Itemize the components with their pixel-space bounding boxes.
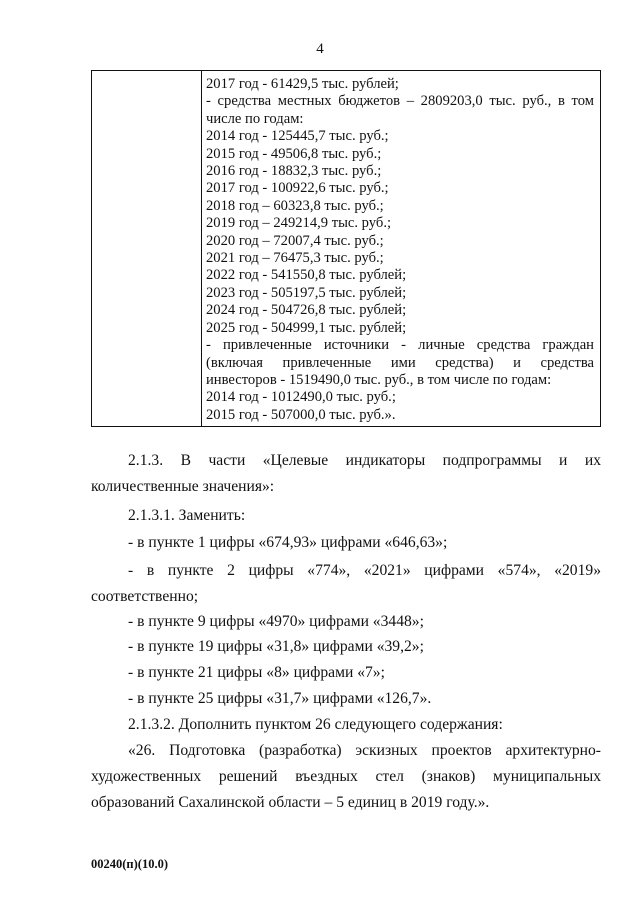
cell-line: 2017 год - 100922,6 тыс. руб.; <box>206 180 389 197</box>
funding-table <box>91 70 601 427</box>
cell-line: 2018 год – 60323,8 тыс. руб.; <box>206 197 384 214</box>
cell-line: 2023 год - 505197,5 тыс. рублей; <box>206 284 407 301</box>
paragraph-line: - в пункте 21 цифры «8» цифрами «7»; <box>128 664 385 681</box>
funding-table-right-cell <box>206 76 594 424</box>
paragraph-line: 2.1.3.1. Заменить: <box>128 507 246 524</box>
cell-line: 2024 год - 504726,8 тыс. рублей; <box>206 302 407 319</box>
paragraph-line: образований Сахалинской области – 5 единиц в 2019 году.». <box>91 794 490 811</box>
cell-line: 2020 год – 72007,4 тыс. руб.; <box>206 232 384 249</box>
cell-line: 2022 год - 541550,8 тыс. рублей; <box>206 267 407 284</box>
paragraph-line: - в пункте 9 цифры «4970» цифрами «3448»; <box>128 613 424 630</box>
paragraph-line: количественные значения»: <box>91 478 275 495</box>
paragraph-line: - в пункте 19 цифры «31,8» цифрами «39,2»; <box>128 638 424 655</box>
paragraph-line: 2.1.3.2. Дополнить пунктом 26 следующего содержания: <box>128 716 503 733</box>
cell-line: 2019 год – 249214,9 тыс. руб.; <box>206 215 392 232</box>
paragraph-line: художественных решений въездных стел (знаков) муниципальных <box>91 768 601 785</box>
paragraph-line: - в пункте 25 цифры «31,7» цифрами «126,7». <box>128 690 432 707</box>
cell-line: 2025 год - 504999,1 тыс. рублей; <box>206 319 407 336</box>
page-number: 4 <box>316 41 324 57</box>
paragraph-line: - в пункте 1 цифры «674,93» цифрами «646,63»; <box>128 534 448 551</box>
cell-line: 2021 год – 76475,3 тыс. руб.; <box>206 250 384 267</box>
paragraph-line: соответственно; <box>91 588 199 605</box>
paragraph-line: 2.1.3. В части «Целевые индикаторы подпрограммы и их <box>128 452 601 469</box>
document-code: 00240(п)(10.0) <box>91 857 168 871</box>
cell-line: 2014 год - 125445,7 тыс. руб.; <box>206 128 389 145</box>
cell-line: 2017 год - 61429,5 тыс. рублей; <box>206 76 399 92</box>
cell-line: числе по годам: <box>206 110 304 127</box>
cell-line: 2014 год - 1012490,0 тыс. руб.; <box>206 389 396 406</box>
paragraph-line: «26. Подготовка (разработка) эскизных проектов архитектурно- <box>128 742 601 759</box>
cell-line: 2015 год - 49506,8 тыс. руб.; <box>206 145 382 162</box>
table-column-divider <box>201 71 202 426</box>
cell-line: (включая привлеченные ими средства) и средства <box>206 354 594 371</box>
cell-line: 2016 год - 18832,3 тыс. руб.; <box>206 163 382 180</box>
cell-line: - привлеченные источники - личные средства граждан <box>206 337 594 354</box>
cell-line: инвесторов - 1519490,0 тыс. руб., в том числе по годам: <box>206 371 552 388</box>
cell-line: 2015 год - 507000,0 тыс. руб.». <box>206 406 396 423</box>
paragraph-line: - в пункте 2 цифры «774», «2021» цифрами «574», «2019» <box>128 562 601 579</box>
cell-line: - средства местных бюджетов – 2809203,0 тыс. руб., в том <box>206 93 594 110</box>
